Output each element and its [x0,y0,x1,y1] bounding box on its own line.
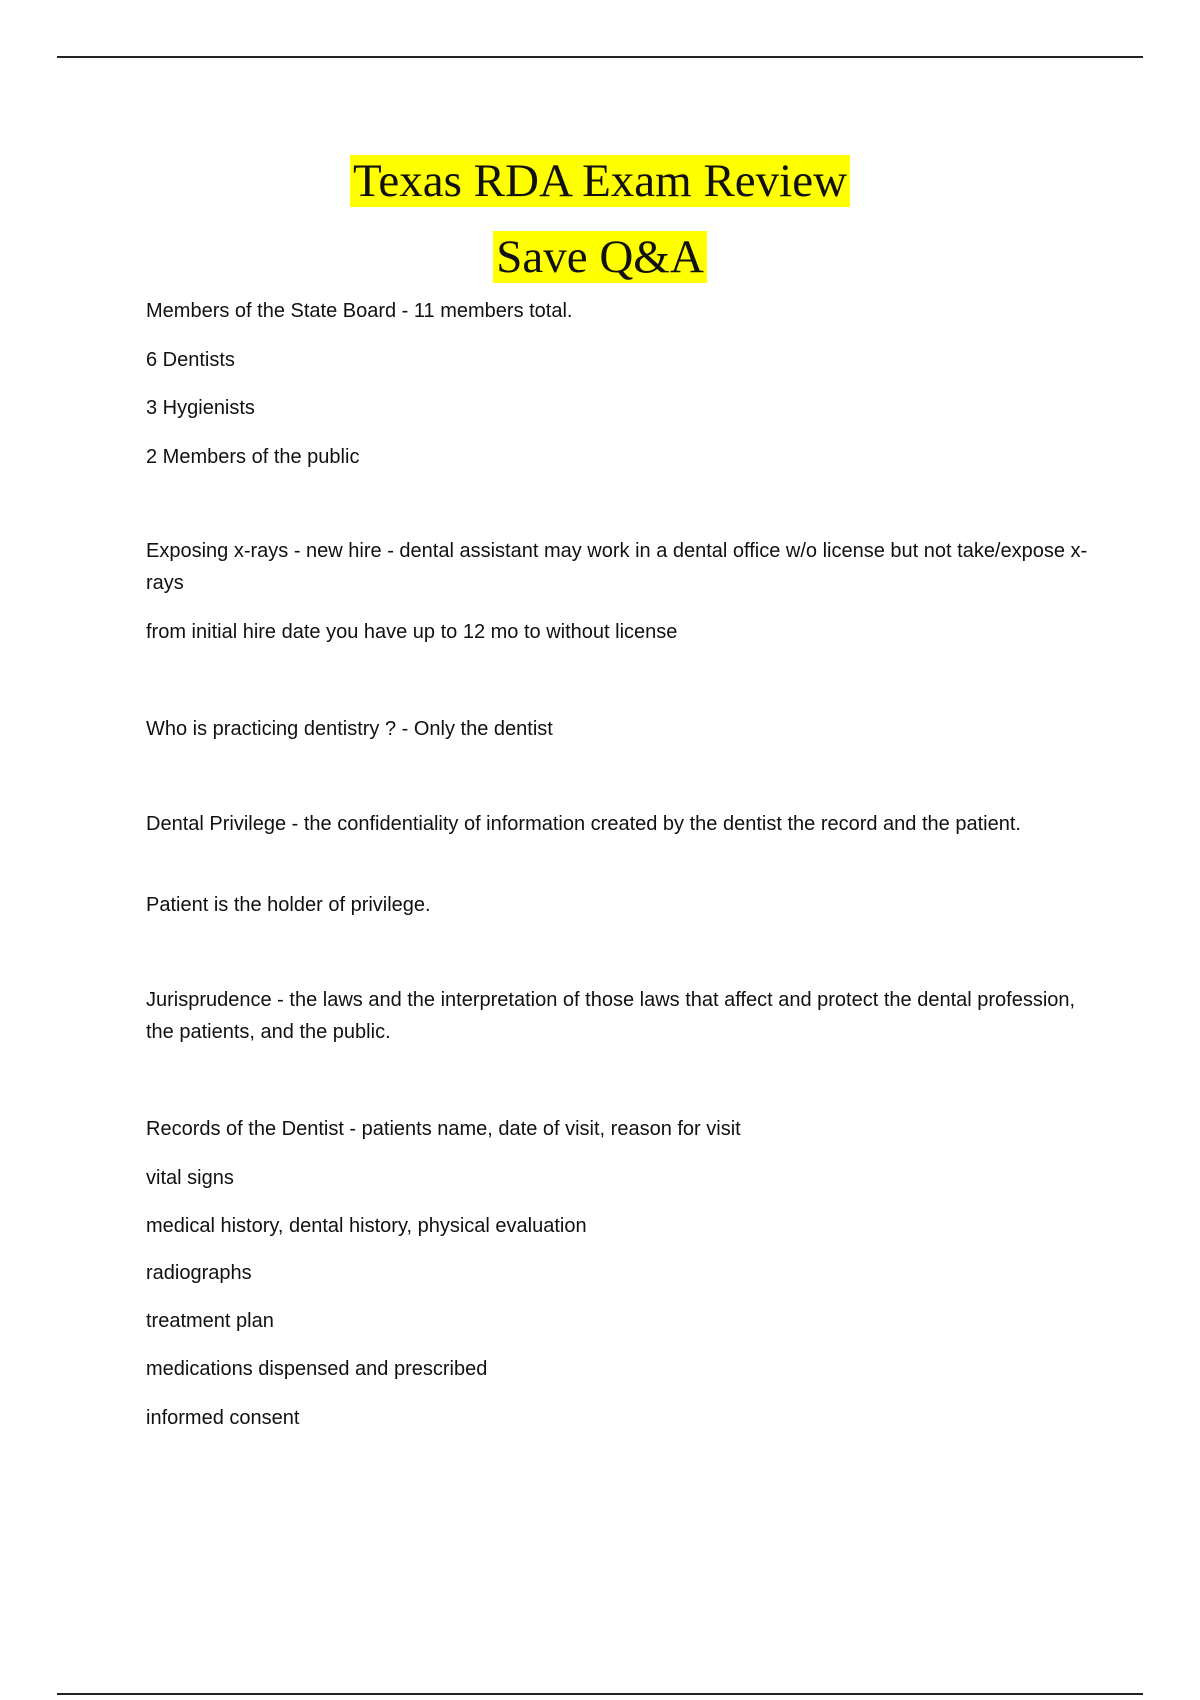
top-rule [57,56,1143,58]
paragraph-hygienists: 3 Hygienists [146,397,255,419]
list-item-medications: medications dispensed and prescribed [146,1358,488,1380]
bottom-rule [57,1693,1143,1695]
paragraph-jurisprudence: Jurisprudence - the laws and the interpretation of those laws that affect and protect the dental profession, the patients, and the public. [146,989,1076,1043]
paragraph-records-of-dentist: Records of the Dentist - patients name, date of visit, reason for visit [146,1118,741,1140]
list-item-history: medical history, dental history, physical evaluation [146,1215,587,1237]
paragraph-public-members: 2 Members of the public [146,446,360,468]
paragraph-dentists: 6 Dentists [146,349,235,371]
list-item-vital-signs: vital signs [146,1167,234,1189]
title-line-1: Texas RDA Exam Review [350,155,850,207]
paragraph-privilege-holder: Patient is the holder of privilege. [146,894,431,916]
paragraph-hire-date: from initial hire date you have up to 12 mo to without license [146,621,678,643]
list-item-informed-consent: informed consent [146,1407,300,1429]
paragraph-practicing-dentistry: Who is practicing dentistry ? - Only the dentist [146,718,553,740]
paragraph-dental-privilege: Dental Privilege - the confidentiality of information created by the dentist the record and the patient. [146,813,1021,835]
list-item-treatment-plan: treatment plan [146,1310,274,1332]
paragraph-state-board: Members of the State Board - 11 members total. [146,300,573,322]
paragraph-exposing-xrays: Exposing x-rays - new hire - dental assistant may work in a dental office w/o license but not take/expose x-rays [146,540,1088,594]
title-line-2: Save Q&A [493,231,707,283]
list-item-radiographs: radiographs [146,1262,252,1284]
document-title [0,143,1200,295]
